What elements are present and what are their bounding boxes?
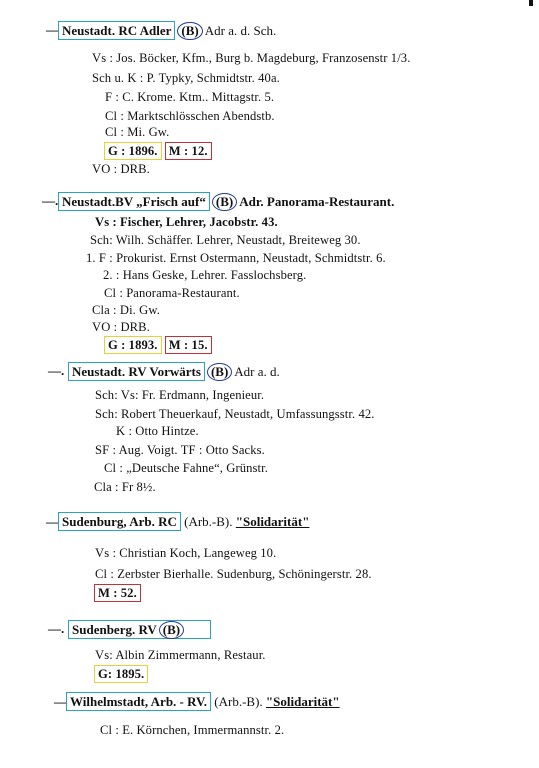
address-note: Adr a. d. Sch.	[204, 23, 277, 38]
club-name: Wilhelmstadt, Arb. - RV.	[66, 692, 211, 711]
member-count: M : 12.	[165, 142, 212, 160]
club-name: Neustadt.BV „Frisch auf“	[58, 192, 210, 211]
entry-line: Cl : Mi. Gw.	[105, 125, 170, 139]
club-name: Sudenburg, Arb. RC	[58, 512, 181, 531]
entry-line: Cl : „Deutsche Fahne“, Grünstr.	[104, 461, 268, 475]
entry-dash: —.	[48, 363, 65, 378]
club-name: Sudenberg. RV (B)	[68, 620, 211, 639]
entry-line: 2. : Hans Geske, Lehrer. Fasslochsberg.	[103, 268, 307, 282]
entry-line: F : C. Krome. Ktm.. Mittagstr. 5.	[105, 90, 275, 104]
member-count: M : 52.	[94, 584, 141, 602]
address-note: Adr. Panorama-Restaurant.	[239, 194, 395, 209]
federation-flag: (B)	[177, 22, 202, 40]
entry-line: SF : Aug. Voigt. TF : Otto Sacks.	[95, 443, 265, 457]
address-note: Adr a. d.	[234, 364, 280, 379]
entry-heading	[68, 621, 211, 639]
entry-heading	[68, 363, 280, 381]
entry-line: K : Otto Hintze.	[116, 424, 199, 438]
entry-line: Sch: Vs: Fr. Erdmann, Ingenieur.	[95, 388, 265, 402]
entry-line: VO : DRB.	[92, 320, 150, 334]
entry-line: Vs : Jos. Böcker, Kfm., Burg b. Magdeburg, Franzosenstr 1/3.	[92, 51, 411, 65]
federation-note: (Arb.-B).	[214, 694, 263, 709]
entry-line: 1. F : Prokurist. Ernst Ostermann, Neustadt, Schmidtstr. 6.	[86, 251, 386, 265]
entry-heading	[58, 193, 394, 211]
entry-line: Vs: Albin Zimmermann, Restaur.	[95, 648, 266, 662]
entry-line: Vs : Christian Koch, Langeweg 10.	[95, 546, 277, 560]
founded-year: G: 1895.	[94, 665, 148, 683]
federation-flag: (B)	[207, 363, 232, 381]
entry-line: Cl : Marktschlösschen Abendstb.	[105, 109, 275, 123]
founded-line	[94, 666, 148, 682]
entry-dash: —	[46, 22, 59, 37]
federation-flag: (B)	[159, 621, 184, 639]
federation-note: (Arb.-B).	[184, 514, 233, 529]
founded-line	[104, 337, 212, 353]
entry-line: Cl : E. Körnchen, Immermannstr. 2.	[100, 723, 285, 737]
entry-line: Sch: Robert Theuerkauf, Neustadt, Umfassungsstr. 42.	[95, 407, 375, 421]
entry-heading	[58, 514, 309, 530]
entry-dash: —	[46, 514, 59, 529]
entry-line: Cla : Fr 8½.	[94, 480, 156, 494]
entry-dash: —	[54, 694, 67, 709]
entry-line: Sch u. K : P. Typky, Schmidtstr. 40a.	[92, 71, 280, 85]
club-name: Neustadt. RV Vorwärts	[68, 362, 205, 381]
entry-heading	[66, 694, 340, 710]
federation-flag: (B)	[212, 193, 237, 211]
founded-year: G : 1896.	[104, 142, 162, 160]
entry-line: Cl : Panorama-Restaurant.	[104, 286, 240, 300]
founded-line	[94, 585, 141, 601]
member-count: M : 15.	[165, 336, 212, 354]
entry-line: VO : DRB.	[92, 162, 150, 176]
founded-year: G : 1893.	[104, 336, 162, 354]
entry-line: Cl : Zerbster Bierhalle. Sudenburg, Schöningerstr. 28.	[95, 567, 372, 581]
entry-line: Sch: Wilh. Schäffer. Lehrer, Neustadt, Breiteweg 30.	[90, 233, 361, 247]
club-motto: "Solidarität"	[265, 694, 340, 709]
corner-mark	[529, 0, 533, 6]
club-motto: "Solidarität"	[235, 514, 310, 529]
entry-dash: —.	[48, 621, 65, 636]
entry-heading	[58, 22, 276, 40]
entry-dash: —.	[42, 193, 59, 208]
entry-line: Vs : Fischer, Lehrer, Jacobstr. 43.	[95, 215, 278, 229]
founded-line	[104, 143, 212, 159]
club-name: Neustadt. RC Adler	[58, 21, 175, 40]
entry-line: Cla : Di. Gw.	[92, 303, 160, 317]
